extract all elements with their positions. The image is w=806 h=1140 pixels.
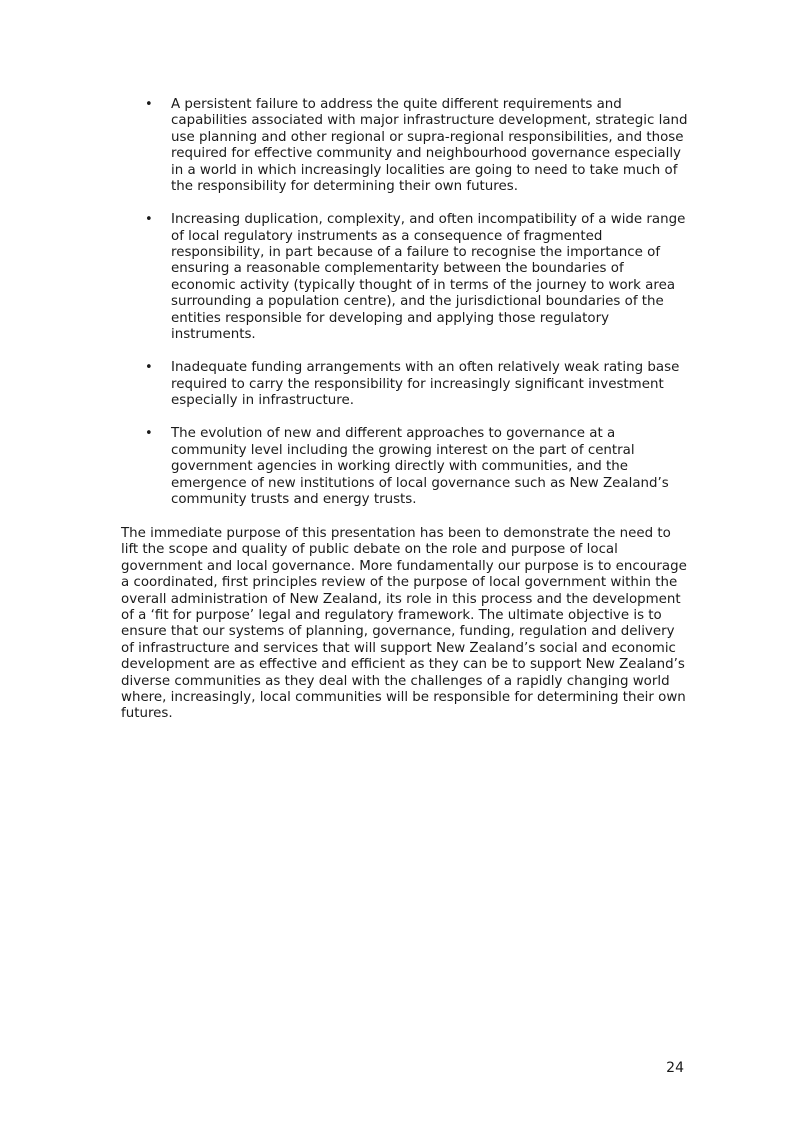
body-paragraph: The immediate purpose of this presentation has been to demonstrate the need to lift the scope and quality of public debate on the role and purpose of local government and local governance. More fundamentally our purpose is to encourage a coordinated, first principles review of the purpose of local government within the overall administration of New Zealand, its role in this process and the development of a ‘fit for purpose’ legal and regulatory framework. The ultimate objective is to ensure that our systems of planning, governance, funding, regulation and delivery of infrastructure and services that will support New Zealand’s social and economic development are as effective and efficient as they can be to support New Zealand’s diverse communities as they deal with the challenges of a rapidly changing world where, increasingly, local communities will be responsible for determining their own futures. xyxy=(121,526,687,722)
bullet-text: The evolution of new and different approaches to governance at a community level including the growing interest on the part of central government agencies in working directly with communities, and the emergence of new institutions of local governance such as New Zealand’s community trusts and energy trusts. xyxy=(171,426,669,507)
bullet-text: Increasing duplication, complexity, and often incompatibility of a wide range of local regulatory instruments as a consequence of fragmented responsibility, in part because of a failure to recognise the importance of ensuring a reasonable complementarity between the boundaries of economic activity (typically thought of in terms of the journey to work area surrounding a population centre), and the jurisdictional boundaries of the entities responsible for developing and applying those regulatory instruments. xyxy=(171,212,686,343)
bullet-item xyxy=(145,360,690,409)
bullet-item xyxy=(145,426,690,508)
bullet-marker: • xyxy=(145,212,153,228)
bullet-item xyxy=(145,212,690,343)
bullet-list xyxy=(145,97,690,525)
page-number: 24 xyxy=(666,1060,684,1076)
bullet-item xyxy=(145,97,690,195)
bullet-text: A persistent failure to address the quite different requirements and capabilities associated with major infrastructure development, strategic land use planning and other regional or supra-regional responsibilities, and those required for effective community and neighbourhood governance especially in a world in which increasingly localities are going to need to take much of the responsibility for determining their own futures. xyxy=(171,97,688,195)
bullet-marker: • xyxy=(145,426,153,442)
bullet-marker: • xyxy=(145,360,153,376)
bullet-marker: • xyxy=(145,97,153,112)
bullet-text: Inadequate funding arrangements with an often relatively weak rating base required to carry the responsibility for increasingly significant investment especially in infrastructure. xyxy=(171,360,680,409)
